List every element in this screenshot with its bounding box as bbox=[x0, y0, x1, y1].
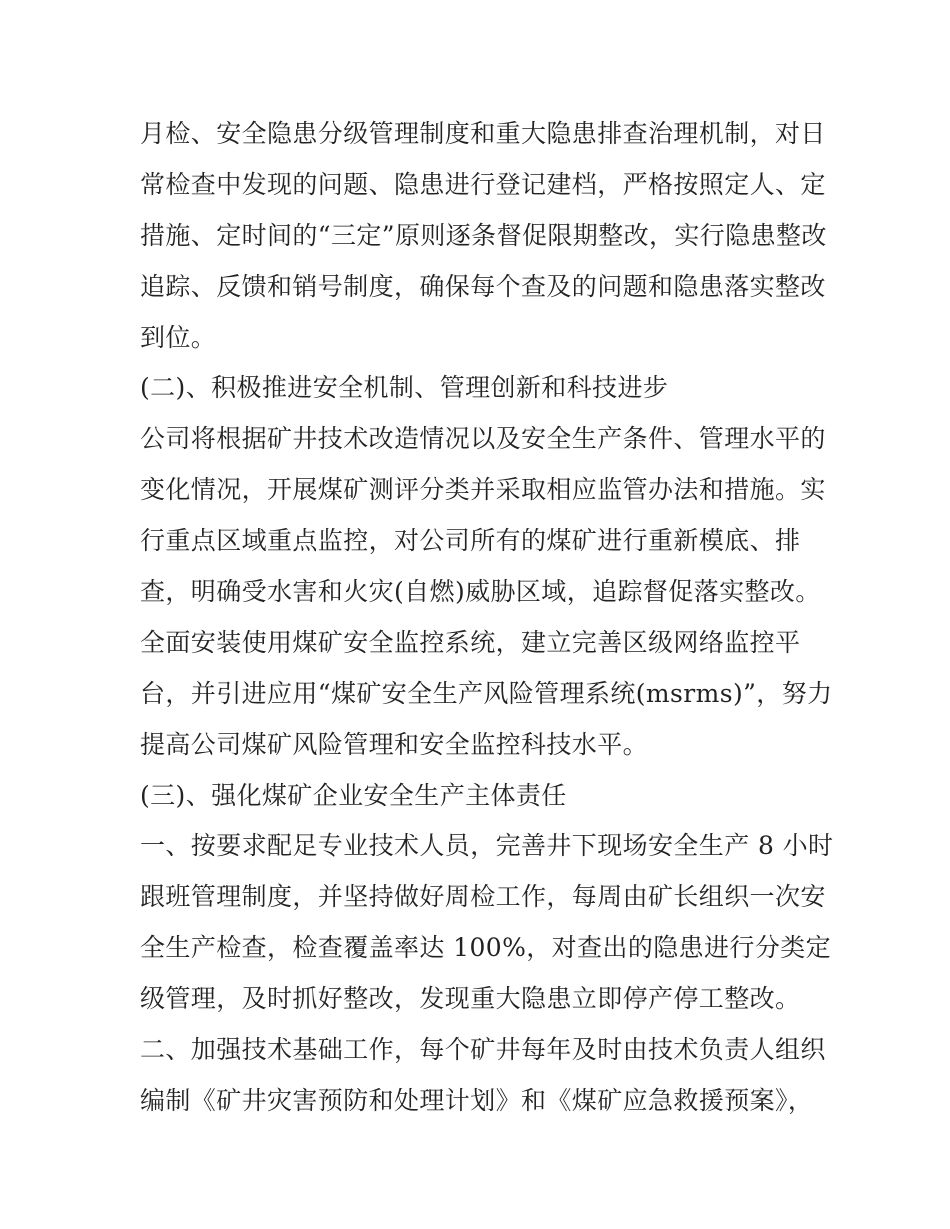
text-line: 月检、安全隐患分级管理制度和重大隐患排查治理机制，对日 bbox=[140, 119, 826, 148]
text-line: 变化情况，开展煤矿测评分类并采取相应监管办法和措施。实 bbox=[140, 475, 826, 505]
text-line: 提高公司煤矿风险管理和安全监控科技水平。 bbox=[140, 729, 649, 759]
text-line: 全面安装使用煤矿安全监控系统，建立完善区级网络监控平 bbox=[140, 627, 801, 657]
text-line: 到位。 bbox=[140, 322, 217, 352]
text-line: 措施、定时间的“三定”原则逐条督促限期整改，实行隐患整改 bbox=[140, 220, 827, 250]
text-line: 级管理，及时抓好整改，发现重大隐患立即停产停工整改。 bbox=[140, 984, 801, 1014]
text-line: 行重点区域重点监控，对公司所有的煤矿进行重新模底、排 bbox=[140, 526, 801, 556]
section-heading: (二)、积极推进安全机制、管理创新和科技进步 bbox=[140, 373, 669, 403]
text-line: 查，明确受水害和火灾(自燃)威胁区域，追踪督促落实整改。 bbox=[140, 577, 821, 607]
text-line: 公司将根据矿井技术改造情况以及安全生产条件、管理水平的 bbox=[140, 424, 826, 454]
text-line: 跟班管理制度，并坚持做好周检工作，每周由矿长组织一次安 bbox=[140, 882, 826, 912]
text-line: 编制《矿井灾害预防和处理计划》和《煤矿应急救援预案》， bbox=[140, 1085, 814, 1115]
text-line: 一、按要求配足专业技术人员，完善井下现场安全生产 8 小时 bbox=[140, 831, 834, 861]
document-body bbox=[140, 109, 834, 1127]
text-line: 追踪、反馈和销号制度，确保每个查及的问题和隐患落实整改 bbox=[140, 271, 826, 301]
text-line: 常检查中发现的问题、隐患进行登记建档，严格按照定人、定 bbox=[140, 169, 826, 199]
section-heading: (三)、强化煤矿企业安全生产主体责任 bbox=[140, 780, 567, 810]
text-line: 全生产检查，检查覆盖率达 100%，对查出的隐患进行分类定 bbox=[140, 933, 832, 963]
text-line: 二、加强技术基础工作，每个矿井每年及时由技术负责人组织 bbox=[140, 1035, 826, 1065]
text-line: 台，并引进应用“煤矿安全生产风险管理系统(msrms)”，努力 bbox=[140, 678, 833, 708]
